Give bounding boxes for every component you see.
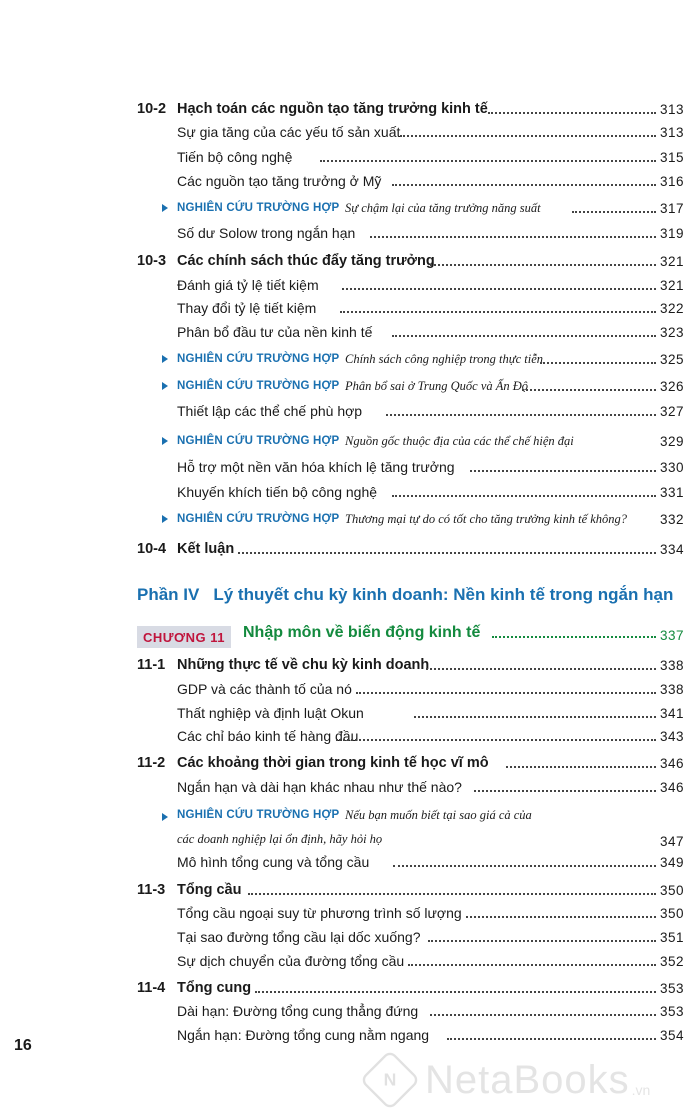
entry-title: Mô hình tổng cung và tổng cầu (177, 854, 370, 870)
section-number: 11-3 (137, 882, 166, 898)
chapter-leader (492, 628, 656, 650)
dot-leader (370, 222, 656, 244)
section-number: 10-2 (137, 101, 167, 117)
dot-leader (408, 950, 656, 972)
entry-title: Hỗ trợ một nền văn hóa khích lệ tăng trưởng (177, 459, 455, 475)
toc-row[interactable] (0, 776, 700, 798)
dot-leader (392, 170, 656, 192)
dot-leader (540, 348, 656, 370)
page-ref: 322 (659, 300, 684, 316)
page-ref: 317 (659, 200, 684, 216)
entry-title: Thiết lập các thể chế phù hợp (177, 403, 363, 419)
dot-leader (400, 121, 656, 143)
section-number: 10-3 (137, 253, 167, 269)
section-title: Các chính sách thúc đẩy tăng trưởng (177, 253, 435, 269)
page-ref: 319 (659, 225, 684, 241)
entry-title: Tiến bộ công nghệ (177, 149, 293, 165)
entry-title: Tại sao đường tổng cầu lại dốc xuống? (177, 929, 421, 945)
page-ref: 331 (659, 484, 684, 500)
toc-row[interactable] (0, 508, 700, 530)
toc-row[interactable] (0, 926, 700, 948)
section-title: Tổng cầu (177, 882, 242, 898)
entry-title: Thay đổi tỷ lệ tiết kiệm (177, 300, 317, 316)
toc-row[interactable] (0, 297, 700, 319)
arrow-right-icon (162, 515, 168, 523)
toc-row[interactable] (0, 456, 700, 478)
chapter-title: Nhập môn về biến động kinh tế (243, 624, 481, 641)
watermark (363, 1048, 693, 1112)
toc-row[interactable] (0, 430, 700, 452)
arrow-right-icon (162, 204, 168, 212)
toc-row[interactable] (0, 222, 700, 244)
part-title: Lý thuyết chu kỳ kinh doanh: Nền kinh tế trong ngắn hạn (213, 585, 674, 604)
watermark-suffix: .vn (631, 1082, 651, 1098)
dot-leader (238, 538, 656, 560)
toc-row[interactable] (0, 1000, 700, 1022)
section-title: Những thực tế về chu kỳ kinh doanh (177, 657, 430, 673)
page-ref: 321 (659, 277, 684, 293)
arrow-right-icon (162, 355, 168, 363)
dot-leader (447, 1024, 656, 1046)
case-study-tag: NGHIÊN CỨU TRƯỜNG HỢP (177, 380, 340, 392)
toc-row[interactable] (0, 348, 700, 370)
toc-row[interactable] (0, 678, 700, 700)
case-study-tag: NGHIÊN CỨU TRƯỜNG HỢP (177, 353, 340, 365)
toc-row[interactable] (0, 752, 700, 774)
case-study-tag: NGHIÊN CỨU TRƯỜNG HỢP (177, 513, 340, 525)
toc-row[interactable] (0, 725, 700, 747)
dot-leader (572, 197, 656, 219)
page-ref: 332 (659, 511, 684, 527)
page-ref: 329 (659, 433, 684, 449)
toc-row[interactable] (0, 538, 700, 560)
page-ref: 353 (659, 1003, 684, 1019)
dot-leader (392, 321, 656, 343)
toc-row[interactable] (0, 654, 700, 676)
section-number: 11-2 (137, 755, 166, 771)
dot-leader (336, 725, 656, 747)
entry-title: GDP và các thành tố của nó (177, 681, 352, 697)
case-study-title: Thương mại tự do có tốt cho tăng trưởng kinh tế không? (345, 511, 628, 526)
toc-row[interactable] (0, 321, 700, 343)
case-study-title: Sự chậm lại của tăng trưởng năng suất (345, 200, 541, 215)
toc-row[interactable] (0, 1024, 700, 1046)
toc-row[interactable] (0, 98, 700, 120)
watermark-text: NetaBooks (425, 1057, 630, 1102)
page-ref: 349 (659, 854, 684, 870)
entry-title: Số dư Solow trong ngắn hạn (177, 225, 356, 241)
toc-row[interactable] (0, 977, 700, 999)
toc-row[interactable] (0, 274, 700, 296)
section-number: 11-4 (137, 980, 166, 996)
chapter-badge: CHƯƠNG 11 (137, 626, 231, 648)
dot-leader (426, 654, 656, 676)
page-ref: 351 (659, 929, 684, 945)
page-ref: 326 (659, 378, 684, 394)
case-study-title-line2: các doanh nghiệp lại ổn định, hãy hỏi họ (177, 832, 383, 846)
section-number: 10-4 (137, 541, 167, 557)
dot-leader (506, 752, 656, 774)
page-number: 16 (14, 1037, 32, 1054)
entry-title: Dài hạn: Đường tổng cung thẳng đứng (177, 1003, 419, 1019)
entry-title: Tổng cầu ngoại suy từ phương trình số lượng (177, 905, 462, 921)
page-ref: 346 (659, 779, 684, 795)
toc-row[interactable] (0, 121, 700, 143)
dot-leader (255, 977, 656, 999)
page-ref: 338 (659, 657, 684, 673)
page-ref: 323 (659, 324, 684, 340)
toc-row[interactable] (0, 481, 700, 503)
page-ref: 321 (659, 253, 684, 269)
dot-leader (342, 274, 656, 296)
dot-leader (248, 879, 656, 901)
page-ref: 346 (659, 755, 684, 771)
case-study-title: Chính sách công nghiệp trong thực tiễn (345, 351, 543, 366)
dot-leader (320, 146, 656, 168)
dot-leader (466, 902, 656, 924)
toc-row[interactable] (0, 375, 700, 397)
page-ref: 334 (659, 541, 684, 557)
section-title: Hạch toán các nguồn tạo tăng trưởng kinh tế (177, 101, 488, 117)
section-title: Tổng cung (177, 980, 252, 996)
arrow-right-icon (162, 382, 168, 390)
toc-row[interactable] (0, 170, 700, 192)
case-study-title: Nếu bạn muốn biết tại sao giá cả của (345, 808, 532, 822)
page-ref: 347 (659, 834, 684, 849)
case-study-title: Phân bổ sai ở Trung Quốc và Ấn Độ (345, 378, 529, 393)
n-logo-icon: N (359, 1049, 420, 1110)
entry-title: Các nguồn tạo tăng trưởng ở Mỹ (177, 173, 382, 189)
page-ref: 341 (659, 705, 684, 721)
page-ref: 354 (659, 1027, 684, 1043)
page-ref: 327 (659, 403, 684, 419)
page-ref: 350 (659, 905, 684, 921)
dot-leader (430, 250, 656, 272)
dot-leader (414, 702, 656, 724)
page-ref: 353 (659, 980, 684, 996)
toc-row[interactable] (0, 950, 700, 972)
entry-title: Phân bổ đầu tư của nền kinh tế (177, 324, 373, 340)
dot-leader (392, 481, 656, 503)
entry-title: Khuyến khích tiến bộ công nghệ (177, 484, 378, 500)
arrow-right-icon (162, 813, 168, 821)
page-ref: 315 (659, 149, 684, 165)
page-ref: 313 (659, 101, 684, 117)
arrow-right-icon (162, 437, 168, 445)
dot-leader (474, 776, 656, 798)
part-heading (137, 585, 673, 605)
case-study-tag: NGHIÊN CỨU TRƯỜNG HỢP (177, 809, 340, 821)
entry-title: Thất nghiệp và định luật Okun (177, 705, 364, 721)
case-study-title: Nguồn gốc thuộc địa của các thể chế hiện đại (345, 433, 574, 448)
page-ref: 330 (659, 459, 684, 475)
toc-row[interactable] (0, 879, 700, 901)
section-number: 11-1 (137, 657, 166, 673)
section-title: Các khoảng thời gian trong kinh tế học vĩ mô (177, 755, 489, 771)
toc-row[interactable] (0, 146, 700, 168)
toc-row[interactable] (0, 197, 700, 219)
part-label: Phần IV (137, 585, 200, 604)
section-title: Kết luận (177, 541, 235, 557)
dot-leader (393, 851, 656, 873)
dot-leader (430, 1000, 656, 1022)
toc-row[interactable] (0, 250, 700, 272)
toc-row[interactable] (0, 806, 700, 854)
entry-title: Sự dịch chuyển của đường tổng cầu (177, 953, 405, 969)
page-ref: 352 (659, 953, 684, 969)
page-ref: 313 (659, 124, 684, 140)
dot-leader (488, 98, 656, 120)
entry-title: Đánh giá tỷ lệ tiết kiệm (177, 277, 319, 293)
entry-title: Sự gia tăng của các yếu tố sản xuất (177, 124, 401, 140)
page-ref: 338 (659, 681, 684, 697)
toc-row[interactable] (0, 702, 700, 724)
toc-row[interactable] (0, 851, 700, 873)
dot-leader (428, 926, 656, 948)
case-study-tag: NGHIÊN CỨU TRƯỜNG HỢP (177, 202, 340, 214)
dot-leader (386, 400, 656, 422)
entry-title: Ngắn hạn: Đường tổng cung nằm ngang (177, 1027, 430, 1043)
dot-leader (470, 456, 656, 478)
dot-leader (522, 375, 656, 397)
toc-row[interactable] (0, 902, 700, 924)
case-study-tag: NGHIÊN CỨU TRƯỜNG HỢP (177, 435, 340, 447)
page-ref: 316 (659, 173, 684, 189)
toc-row[interactable] (0, 400, 700, 422)
entry-title: Ngắn hạn và dài hạn khác nhau như thế nào? (177, 779, 462, 795)
dot-leader (340, 297, 656, 319)
page-ref: 325 (659, 351, 684, 367)
dot-leader (356, 678, 656, 700)
page-ref: 343 (659, 728, 684, 744)
entry-title: Các chỉ báo kinh tế hàng đầu (177, 728, 359, 744)
chapter-page: 337 (659, 628, 684, 643)
page-ref: 350 (659, 882, 684, 898)
